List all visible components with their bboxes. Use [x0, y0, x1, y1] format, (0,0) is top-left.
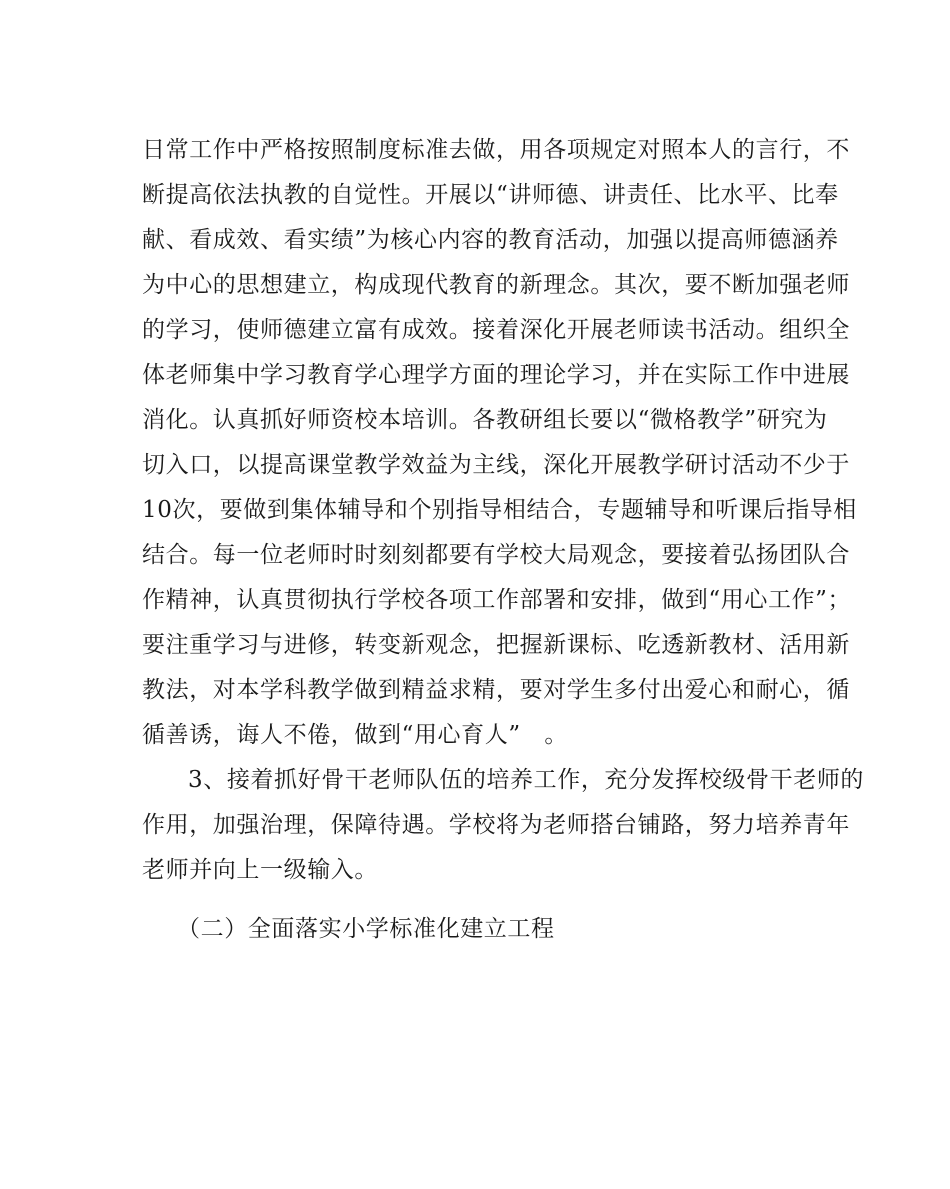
section-heading: （二）全面落实小学标准化建立工程 [177, 916, 555, 942]
document-body [142, 128, 865, 952]
text-line: 结合。每一位老师时时刻刻都要有学校大局观念，要接着弘扬团队合 [142, 542, 850, 568]
text-line: 献、看成效、看实绩”为核心内容的教育活动，加强以提高师德涵养 [142, 227, 839, 253]
text-line: 10次，要做到集体辅导和个别指导相结合，专题辅导和听课后指导相 [142, 497, 857, 523]
text-line: 作精神，认真贯彻执行学校各项工作部署和安排，做到“用心工作”； [142, 587, 852, 613]
text-line: 循善诱，诲人不倦，做到“用心育人” 。 [142, 722, 568, 748]
text-line: 为中心的思想建立，构成现代教育的新理念。其次，要不断加强老师 [142, 272, 850, 298]
text-line: 体老师集中学习教育学心理学方面的理论学习，并在实际工作中进展 [142, 362, 850, 388]
text-line: 老师并向上一级输入。 [142, 857, 378, 883]
text-line: 作用，加强治理，保障待遇。学校将为老师搭台铺路，努力培养青年 [142, 812, 850, 838]
text-line: 断提高依法执教的自觉性。开展以“讲师德、讲责任、比水平、比奉 [142, 182, 839, 208]
paragraph-1 [142, 128, 857, 758]
text-line: 日常工作中严格按照制度标准去做，用各项规定对照本人的言行，不 [142, 137, 850, 163]
text-line: 切入口，以提高课堂教学效益为主线，深化开展教学研讨活动不少于 [142, 452, 850, 478]
text-line: 教法，对本学科教学做到精益求精，要对学生多付出爱心和耐心，循 [142, 677, 850, 703]
text-line: 消化。认真抓好师资校本培训。各教研组长要以“微格教学”研究为 [142, 407, 828, 433]
text-line: 的学习，使师德建立富有成效。接着深化开展老师读书活动。组织全 [142, 317, 850, 343]
text-line: 3、接着抓好骨干老师队伍的培养工作，充分发挥校级骨干老师的 [188, 767, 865, 793]
paragraph-2 [142, 758, 865, 893]
text-line: 要注重学习与进修，转变新观念，把握新课标、吃透新教材、活用新 [142, 632, 850, 658]
